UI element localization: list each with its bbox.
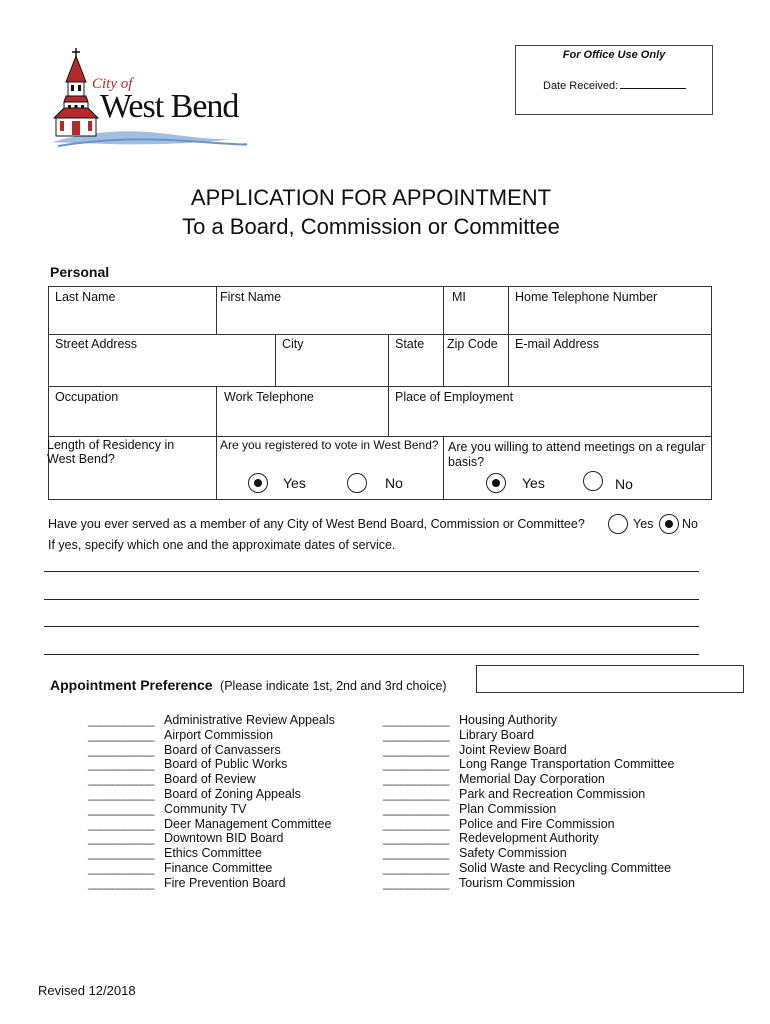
page-title: APPLICATION FOR APPOINTMENT bbox=[190, 185, 552, 210]
last-name-field[interactable] bbox=[48, 286, 217, 335]
served-answer-line-3[interactable] bbox=[44, 626, 699, 627]
list-item bbox=[383, 787, 674, 802]
attend-meetings-line2: basis? bbox=[448, 455, 485, 469]
place-of-employment-field[interactable] bbox=[388, 386, 712, 437]
choice-blank[interactable]: ___________ bbox=[88, 860, 154, 875]
email-label: E-mail Address bbox=[515, 337, 600, 351]
page-subtitle: To a Board, Commission or Committee bbox=[182, 214, 560, 239]
board-name: Finance Committee bbox=[164, 860, 273, 875]
board-name: Solid Waste and Recycling Committee bbox=[459, 860, 672, 875]
choice-blank[interactable]: ___________ bbox=[88, 831, 154, 846]
list-item bbox=[383, 817, 674, 832]
office-use-title: For Office Use Only bbox=[562, 49, 666, 61]
preference-list-left bbox=[88, 713, 335, 891]
served-yes-radio[interactable] bbox=[608, 514, 628, 534]
choice-blank[interactable]: ___________ bbox=[383, 713, 449, 727]
registered-no-radio[interactable] bbox=[347, 473, 367, 493]
list-item bbox=[383, 876, 674, 891]
choice-blank[interactable]: ___________ bbox=[383, 875, 449, 890]
board-name: Police and Fire Commission bbox=[459, 816, 615, 831]
city-field[interactable] bbox=[275, 334, 389, 387]
list-item bbox=[383, 757, 674, 772]
state-label: State bbox=[395, 337, 425, 351]
registered-voter-group bbox=[216, 436, 444, 500]
middle-initial-field[interactable] bbox=[443, 286, 509, 335]
board-name: Ethics Committee bbox=[164, 846, 262, 861]
personal-heading: Personal bbox=[50, 264, 110, 280]
work-phone-label: Work Telephone bbox=[224, 390, 314, 404]
choice-blank[interactable]: ___________ bbox=[88, 786, 154, 801]
board-name: Library Board bbox=[459, 727, 535, 742]
occupation-field[interactable] bbox=[48, 386, 217, 437]
date-received-label: Date Received: bbox=[543, 80, 619, 92]
board-name: Redevelopment Authority bbox=[459, 831, 599, 846]
board-name: Board of Canvassers bbox=[164, 742, 281, 757]
choice-blank[interactable]: ___________ bbox=[383, 831, 449, 846]
street-address-field[interactable] bbox=[48, 334, 276, 387]
choice-blank[interactable]: ___________ bbox=[88, 846, 154, 861]
work-phone-field[interactable] bbox=[216, 386, 389, 437]
served-answer-line-2[interactable] bbox=[44, 599, 699, 600]
board-name: Board of Zoning Appeals bbox=[164, 786, 301, 801]
board-name: Tourism Commission bbox=[459, 875, 575, 890]
choice-blank[interactable]: ___________ bbox=[383, 757, 449, 772]
date-received-field[interactable] bbox=[543, 78, 686, 92]
board-name: Park and Recreation Commission bbox=[459, 786, 646, 801]
preference-heading-row bbox=[50, 677, 447, 695]
attend-meetings-question bbox=[448, 440, 705, 470]
attend-meetings-line1: Are you willing to attend meetings on a regular bbox=[448, 440, 706, 454]
occupation-label: Occupation bbox=[55, 390, 119, 404]
choice-blank[interactable]: ___________ bbox=[88, 875, 154, 890]
served-no-radio[interactable] bbox=[659, 514, 679, 534]
served-yes-label: Yes bbox=[633, 517, 654, 531]
registered-no-label: No bbox=[385, 475, 403, 491]
zip-code-field[interactable] bbox=[443, 334, 509, 387]
date-received-blank[interactable] bbox=[620, 78, 686, 89]
board-name: Memorial Day Corporation bbox=[459, 772, 605, 787]
list-item bbox=[383, 728, 674, 743]
preference-heading: Appointment Preference bbox=[50, 677, 213, 693]
preference-answer-box[interactable] bbox=[476, 665, 744, 693]
board-name: Long Range Transportation Committee bbox=[459, 757, 675, 772]
choice-blank[interactable]: ___________ bbox=[383, 742, 449, 757]
board-name: Housing Authority bbox=[459, 713, 557, 727]
zip-code-label: Zip Code bbox=[447, 337, 498, 351]
last-name-label: Last Name bbox=[55, 290, 116, 304]
residency-field[interactable] bbox=[48, 436, 217, 500]
board-name: Plan Commission bbox=[459, 801, 557, 816]
choice-blank[interactable]: ___________ bbox=[383, 860, 449, 875]
list-item bbox=[383, 743, 674, 758]
first-name-field[interactable] bbox=[216, 286, 444, 335]
board-name: Airport Commission bbox=[164, 727, 274, 742]
list-item bbox=[383, 831, 674, 846]
board-name: Board of Review bbox=[164, 772, 256, 787]
served-answer-line-4[interactable] bbox=[44, 654, 699, 655]
home-phone-label: Home Telephone Number bbox=[515, 290, 658, 304]
preference-note: (Please indicate 1st, 2nd and 3rd choice) bbox=[220, 679, 447, 693]
choice-blank[interactable]: ___________ bbox=[88, 801, 154, 816]
served-question: Have you ever served as a member of any City of West Bend Board, Commission or Committee? bbox=[48, 517, 585, 531]
board-name: Community TV bbox=[164, 801, 247, 816]
list-item bbox=[383, 861, 674, 876]
list-item bbox=[88, 802, 335, 817]
registered-voter-question: Are you registered to vote in West Bend? bbox=[220, 438, 439, 452]
choice-blank[interactable]: ___________ bbox=[88, 713, 154, 727]
list-item bbox=[88, 831, 335, 846]
home-phone-field[interactable] bbox=[508, 286, 712, 335]
attend-no-radio[interactable] bbox=[583, 471, 603, 491]
served-no-label: No bbox=[682, 517, 698, 531]
choice-blank[interactable]: ___________ bbox=[88, 757, 154, 772]
registered-yes-radio[interactable] bbox=[248, 473, 268, 493]
middle-initial-label: MI bbox=[452, 290, 466, 304]
board-name: Joint Review Board bbox=[459, 742, 567, 757]
registered-yes-label: Yes bbox=[283, 475, 306, 491]
list-item bbox=[383, 846, 674, 861]
state-field[interactable] bbox=[388, 334, 444, 387]
email-field[interactable] bbox=[508, 334, 712, 387]
served-answer-line-1[interactable] bbox=[44, 571, 699, 572]
office-use-box bbox=[515, 45, 713, 115]
board-name: Deer Management Committee bbox=[164, 816, 332, 831]
list-item bbox=[88, 743, 335, 758]
choice-blank[interactable]: ___________ bbox=[383, 816, 449, 831]
city-logo bbox=[48, 46, 248, 152]
street-address-label: Street Address bbox=[55, 337, 137, 351]
served-specify-text: If yes, specify which one and the approximate dates of service. bbox=[48, 538, 396, 552]
choice-blank[interactable]: ___________ bbox=[383, 727, 449, 742]
list-item bbox=[88, 772, 335, 787]
choice-blank[interactable]: ___________ bbox=[383, 786, 449, 801]
place-of-employment-label: Place of Employment bbox=[395, 390, 514, 404]
board-name: Board of Public Works bbox=[164, 757, 288, 772]
revision-date: Revised 12/2018 bbox=[38, 983, 136, 998]
choice-blank[interactable]: ___________ bbox=[88, 816, 154, 831]
board-name: Fire Prevention Board bbox=[164, 875, 286, 890]
list-item bbox=[88, 846, 335, 861]
choice-blank[interactable]: ___________ bbox=[383, 801, 449, 816]
preference-list-right bbox=[383, 713, 674, 891]
choice-blank[interactable]: ___________ bbox=[88, 772, 154, 787]
attend-yes-label: Yes bbox=[522, 475, 545, 491]
list-item bbox=[88, 713, 335, 728]
list-item bbox=[88, 817, 335, 832]
residency-label-line1: Length of Residency in bbox=[47, 438, 175, 452]
board-name: Safety Commission bbox=[459, 846, 567, 861]
residency-label-line2: West Bend? bbox=[47, 452, 115, 466]
city-label: City bbox=[282, 337, 304, 351]
first-name-label: First Name bbox=[220, 290, 282, 304]
attend-yes-radio[interactable] bbox=[486, 473, 506, 493]
choice-blank[interactable]: ___________ bbox=[88, 727, 154, 742]
list-item bbox=[88, 728, 335, 743]
list-item bbox=[383, 713, 674, 728]
list-item bbox=[383, 802, 674, 817]
attend-no-label: No bbox=[615, 476, 633, 492]
logo-city-name: West Bend bbox=[100, 88, 239, 125]
attend-meetings-group bbox=[443, 436, 712, 500]
logo-city-of: City of bbox=[92, 76, 133, 92]
choice-blank[interactable]: ___________ bbox=[383, 846, 449, 861]
list-item bbox=[88, 757, 335, 772]
list-item bbox=[88, 787, 335, 802]
residency-label bbox=[47, 438, 174, 466]
board-name: Administrative Review Appeals bbox=[164, 713, 335, 727]
list-item bbox=[88, 861, 335, 876]
list-item bbox=[88, 876, 335, 891]
choice-blank[interactable]: ___________ bbox=[383, 772, 449, 787]
list-item bbox=[383, 772, 674, 787]
choice-blank[interactable]: ___________ bbox=[88, 742, 154, 757]
board-name: Downtown BID Board bbox=[164, 831, 284, 846]
